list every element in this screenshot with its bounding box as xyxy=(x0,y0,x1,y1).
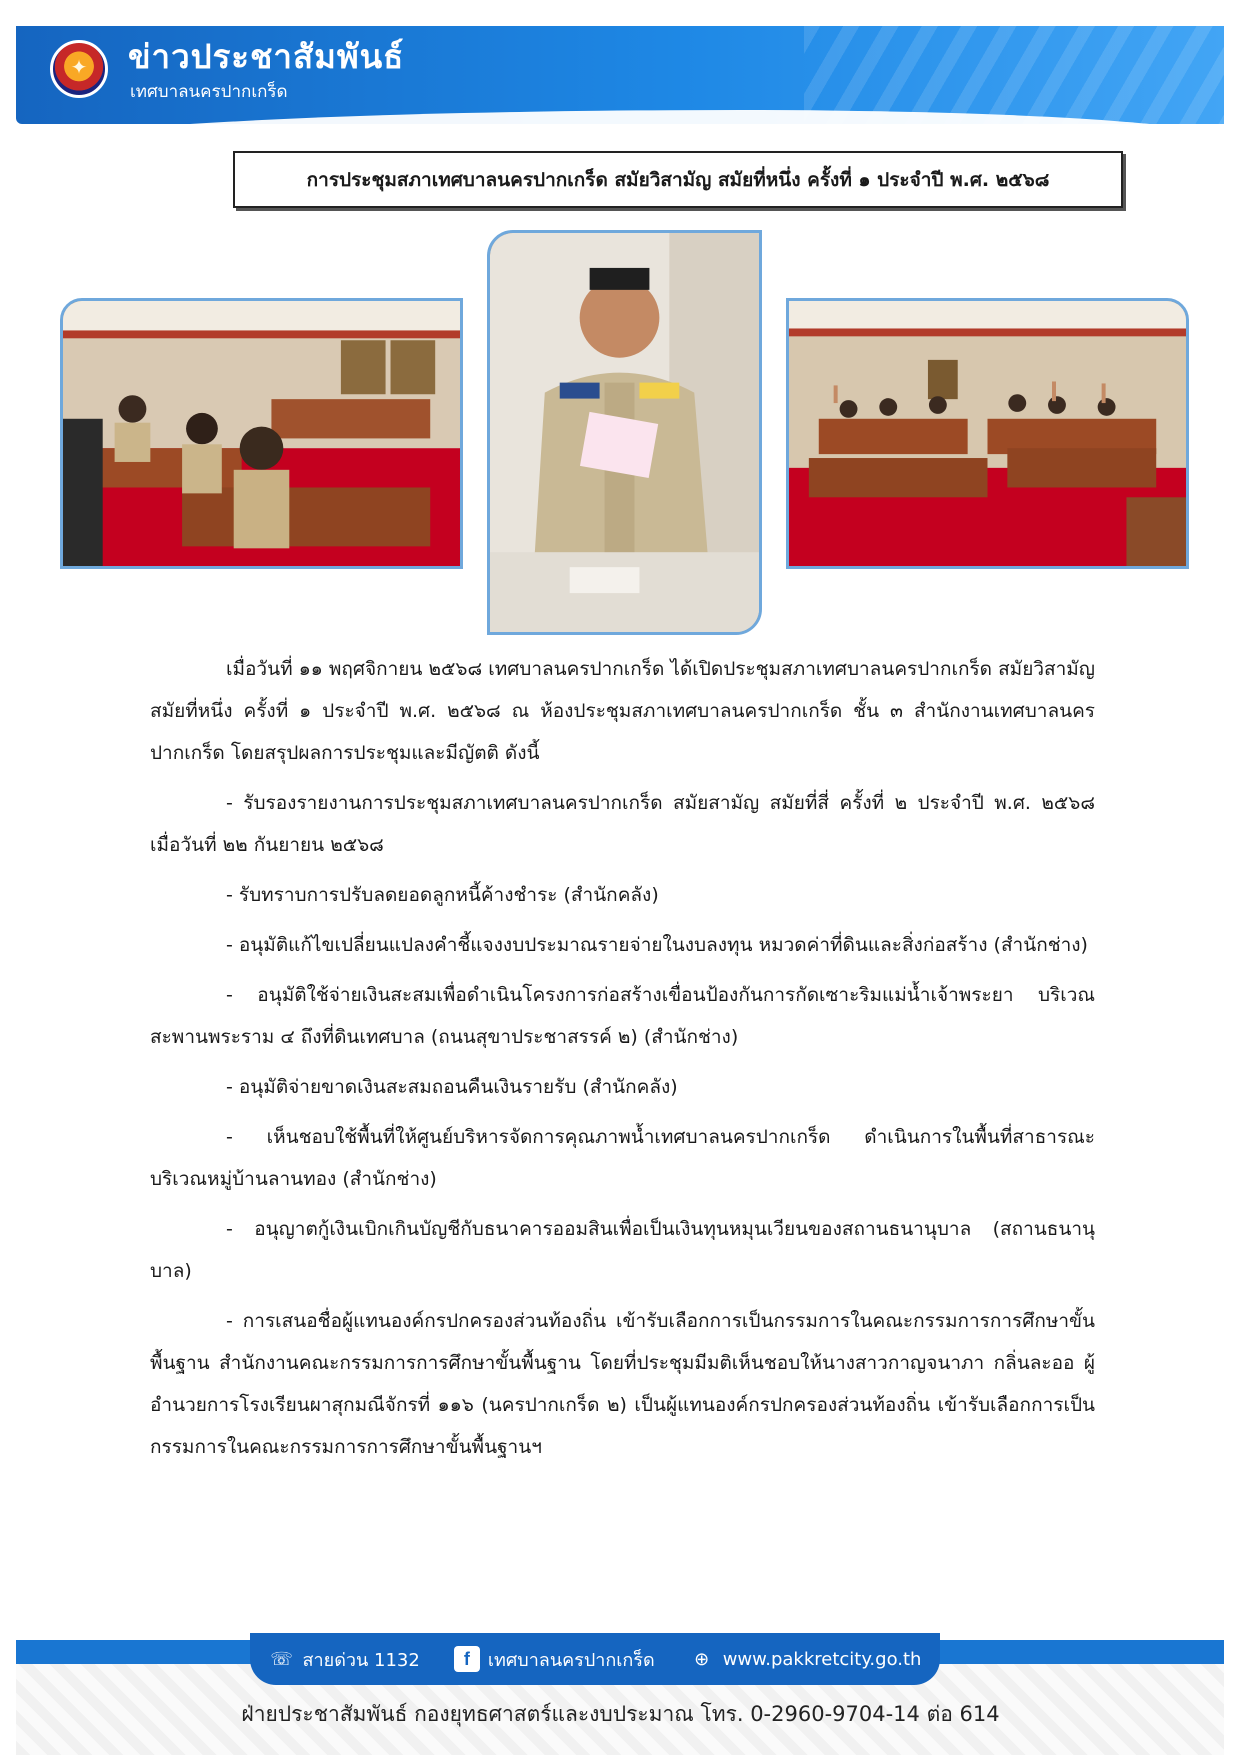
municipality-seal-icon xyxy=(50,40,108,98)
banner-title: ข่าวประชาสัมพันธ์ xyxy=(128,37,405,76)
article-body xyxy=(150,648,1095,1476)
footer-contact-bar xyxy=(250,1633,940,1685)
website-text: www.pakkretcity.go.th xyxy=(722,1648,922,1670)
speaker-photo xyxy=(487,230,762,635)
voting-illustration xyxy=(789,301,1186,566)
page-title: การประชุมสภาเทศบาลนครปากเกร็ด สมัยวิสามัญ สมัยที่หนึ่ง ครั้งที่ ๑ ประจำปี พ.ศ. ๒๕๖๘ xyxy=(233,151,1123,208)
speaker-illustration xyxy=(490,233,759,632)
meeting-photo-right xyxy=(786,298,1189,569)
hotline xyxy=(269,1645,420,1674)
resolution-item: - อนุมัติแก้ไขเปลี่ยนแปลงคำชี้แจงงบประมาณรายจ่ายในงบลงทุน หมวดค่าที่ดินและสิ่งก่อสร้าง (สำนักช่าง) xyxy=(226,934,1088,956)
facebook-text: เทศบาลนครปากเกร็ด xyxy=(487,1649,655,1671)
facebook-link[interactable] xyxy=(454,1645,655,1674)
banner-pattern xyxy=(804,26,1224,124)
banner-subtitle: เทศบาลนครปากเกร็ด xyxy=(130,82,288,102)
seal-emblem-icon: ✦ xyxy=(70,55,88,79)
resolution-item: - อนุมัติใช้จ่ายเงินสะสมเพื่อดำเนินโครงการก่อสร้างเขื่อนป้องกันการกัดเซาะริมแม่น้ำเจ้าพระยา บริเวณสะพานพระราม ๔ ถึงที่ดินเทศบาล (ถนนสุขาประชาสรรค์ ๒) (สำนักช่าง) xyxy=(150,984,1095,1048)
footer-contact-line: ฝ่ายประชาสัมพันธ์ กองยุทธศาสตร์และงบประมาณ โทร. 0-2960-9704-14 ต่อ 614 xyxy=(241,1702,1000,1726)
resolution-item: - อนุมัติจ่ายขาดเงินสะสมถอนคืนเงินรายรับ (สำนักคลัง) xyxy=(226,1076,678,1098)
resolution-item: - เห็นชอบใช้พื้นที่ให้ศูนย์บริหารจัดการคุณภาพน้ำเทศบาลนครปากเกร็ด ดำเนินการในพื้นที่สาธารณะ บริเวณหมู่บ้านลานทอง (สำนักช่าง) xyxy=(150,1126,1095,1190)
facebook-icon: f xyxy=(454,1646,480,1672)
resolution-item: - รับรองรายงานการประชุมสภาเทศบาลนครปากเกร็ด สมัยสามัญ สมัยที่สี่ ครั้งที่ ๒ ประจำปี พ.ศ. ๒๕๖๘ เมื่อวันที่ ๒๒ กันยายน ๒๕๖๘ xyxy=(150,792,1095,856)
intro-paragraph: เมื่อวันที่ ๑๑ พฤศจิกายน ๒๕๖๘ เทศบาลนครปากเกร็ด ได้เปิดประชุมสภาเทศบาลนครปากเกร็ด สมัยวิสามัญ สมัยที่หนึ่ง ครั้งที่ ๑ ประจำปี พ.ศ. ๒๕๖๘ ณ ห้องประชุมสภาเทศบาลนครปากเกร็ด ชั้น ๓ สำนักงานเทศบาลนครปากเกร็ด โดยสรุปผลการประชุมและมีญัตติ ดังนี้ xyxy=(150,658,1095,764)
meeting-photo-left xyxy=(60,298,463,569)
hotline-text: สายด่วน 1132 xyxy=(302,1649,420,1671)
globe-icon: ⊕ xyxy=(694,1648,710,1670)
resolution-item: - อนุญาตกู้เงินเบิกเกินบัญชีกับธนาคารออมสินเพื่อเป็นเงินทุนหมุนเวียนของสถานธนานุบาล (สถานธนานุบาล) xyxy=(150,1218,1095,1282)
resolution-item: - รับทราบการปรับลดยอดลูกหนี้ค้างชำระ (สำนักคลัง) xyxy=(226,884,659,906)
meeting-room-illustration xyxy=(63,301,460,566)
phone-icon: ☏ xyxy=(270,1648,293,1670)
resolution-item: - การเสนอชื่อผู้แทนองค์กรปกครองส่วนท้องถิ่น เข้ารับเลือกการเป็นกรรมการในคณะกรรมการการศึกษาขั้นพื้นฐาน สำนักงานคณะกรรมการการศึกษาขั้นพื้นฐาน โดยที่ประชุมมีมติเห็นชอบให้นางสาวกาญจนาภา กลิ่นละออ ผู้อำนวยการโรงเรียนผาสุกมณีจักรที่ ๑๑๖ (นครปากเกร็ด ๒) เป็นผู้แทนองค์กรปกครองส่วนท้องถิ่น เข้ารับเลือกการเป็นกรรมการในคณะกรรมการการศึกษาขั้นพื้นฐานฯ xyxy=(150,1310,1095,1458)
website-link[interactable] xyxy=(689,1646,922,1672)
